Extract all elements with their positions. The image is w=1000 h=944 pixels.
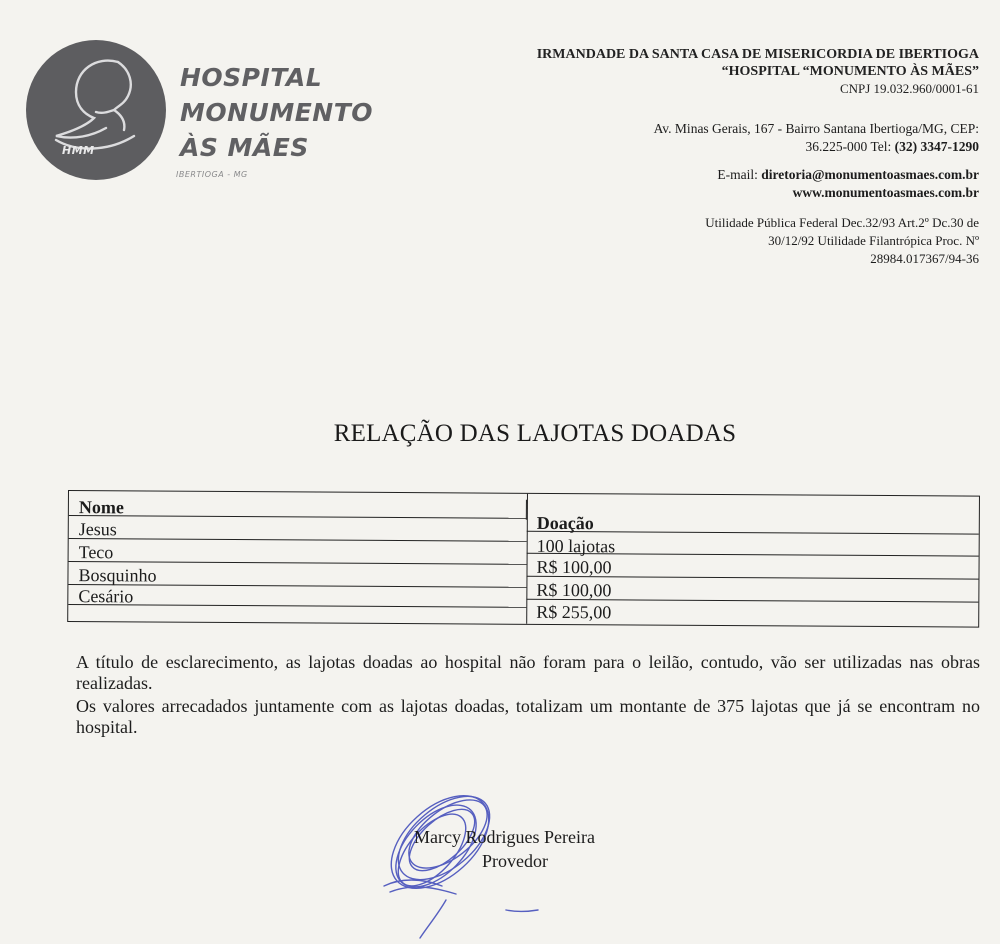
document-title: RELAÇÃO DAS LAJOTAS DOADAS bbox=[333, 420, 737, 447]
table-cell-doacao: R$ 100,00 bbox=[536, 556, 612, 578]
logo-line-1: HOSPITAL bbox=[180, 63, 323, 92]
mother-child-icon bbox=[26, 40, 166, 180]
letterhead-header bbox=[537, 46, 979, 97]
paragraph-total: Os valores arrecadados juntamente com as lajotas doadas, totalizam um montante de 375 lajotas que já se encontram no hospital. bbox=[76, 696, 980, 737]
utility-info bbox=[619, 214, 979, 268]
address-block bbox=[559, 120, 979, 156]
email-address: diretoria@monumentoasmaes.com.br bbox=[761, 167, 979, 182]
utility-line-2: 30/12/92 Utilidade Filantrópica Proc. Nº bbox=[768, 233, 979, 248]
address-line-2: 36.225-000 Tel: (32) 3347-1290 bbox=[805, 139, 979, 154]
cnpj: CNPJ 19.032.960/0001-61 bbox=[839, 81, 979, 96]
handwritten-signature bbox=[370, 760, 590, 940]
table-cell-nome: Jesus bbox=[78, 519, 117, 540]
donations-table bbox=[67, 490, 980, 628]
table-header-nome: Nome bbox=[69, 497, 527, 520]
table-cell-doacao: R$ 100,00 bbox=[536, 579, 612, 601]
utility-line-3: 28984.017367/94-36 bbox=[870, 251, 979, 266]
logo-city: IBERTIOGA - MG bbox=[176, 170, 248, 179]
email-line: E-mail: diretoria@monumentoasmaes.com.br bbox=[717, 167, 979, 182]
organization-name: IRMANDADE DA SANTA CASA DE MISERICORDIA DE IBERTIOGA bbox=[536, 47, 979, 62]
table-cell-nome: Cesário bbox=[78, 586, 134, 607]
table-cell-doacao: 100 lajotas bbox=[536, 535, 616, 557]
hospital-logo bbox=[26, 38, 386, 188]
table-cell-nome: Bosquinho bbox=[78, 565, 157, 586]
address-line-1: Av. Minas Gerais, 167 - Bairro Santana Ibertioga/MG, CEP: bbox=[653, 121, 979, 136]
table-cell-doacao: R$ 255,00 bbox=[536, 601, 612, 623]
logo-hmm-text: HMM bbox=[62, 144, 95, 157]
contact-block bbox=[717, 166, 979, 202]
phone-number: (32) 3347-1290 bbox=[894, 139, 979, 154]
website: www.monumentoasmaes.com.br bbox=[792, 185, 979, 200]
logo-emblem bbox=[26, 40, 166, 180]
hospital-name: “HOSPITAL “MONUMENTO ÀS MÃES” bbox=[721, 64, 979, 79]
signatory-role: Provedor bbox=[482, 851, 548, 871]
paragraph-clarification: A título de esclarecimento, as lajotas doadas ao hospital não foram para o leilão, contudo, vão ser utilizadas nas obras realizadas. bbox=[76, 652, 980, 693]
table-header-doacao: Doação bbox=[536, 512, 594, 534]
logo-wordmark bbox=[180, 60, 373, 165]
logo-line-3: ÀS MÃES bbox=[180, 133, 309, 162]
table-cell-nome: Teco bbox=[78, 542, 114, 563]
utility-line-1: Utilidade Pública Federal Dec.32/93 Art.2º Dc.30 de bbox=[705, 215, 979, 230]
logo-line-2: MONUMENTO bbox=[180, 98, 374, 127]
signatory-name: Marcy Rodrigues Pereira bbox=[414, 827, 595, 847]
